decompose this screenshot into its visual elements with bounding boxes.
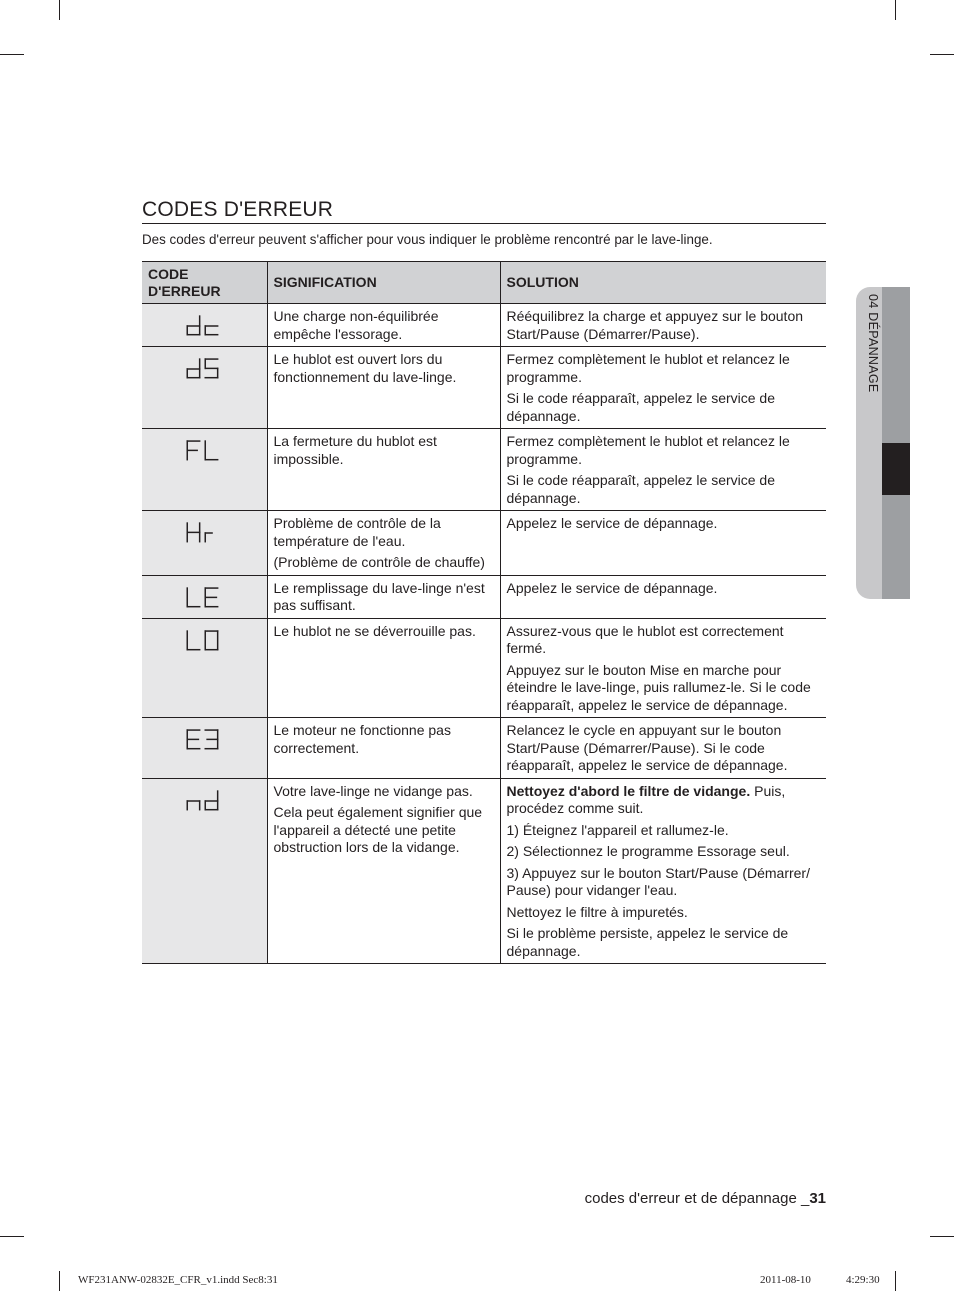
meaning-text: Une charge non-équilibrée empêche l'essorage. [273, 308, 439, 342]
slug-file: WF231ANW-02832E_CFR_v1.indd Sec8:31 [78, 1274, 278, 1286]
solution-text: Fermez complètement le hublot et relancez le programme. [506, 351, 790, 385]
solution-text: Si le problème persiste, appelez le service de dépannage. [506, 925, 789, 959]
meaning-cell [267, 347, 500, 429]
table-row [142, 304, 826, 347]
meaning-text: (Problème de contrôle de chauffe) [273, 554, 485, 570]
slug-time: 4:29:30 [846, 1274, 880, 1286]
header-solution: SOLUTION [500, 262, 826, 304]
solution-cell [500, 304, 826, 347]
solution-cell [500, 347, 826, 429]
solution-text: Assurez-vous que le hublot est correctement fermé. [506, 622, 784, 656]
meaning-text: Le hublot ne se déverrouille pas. [273, 622, 476, 639]
solution-cell [500, 429, 826, 511]
solution-text: Fermez complètement le hublot et relancez le programme. [506, 433, 790, 467]
crop-mark [0, 54, 24, 55]
crop-mark [59, 0, 60, 20]
table-row [142, 429, 826, 511]
error-code-display-icon [186, 783, 222, 819]
error-code-cell [142, 778, 267, 964]
error-code-display-icon [186, 351, 222, 387]
error-code-cell [142, 618, 267, 718]
solution-text: Nettoyez le filtre à impuretés. [506, 903, 688, 920]
meaning-cell [267, 575, 500, 618]
meaning-cell [267, 718, 500, 779]
table-row [142, 618, 826, 718]
crop-mark [0, 1236, 24, 1237]
solution-text: 3) Appuyez sur le bouton Start/Pause (Démarrer/ Pause) pour vidanger l'eau. [506, 864, 810, 898]
crop-mark [895, 0, 896, 20]
error-code-display-icon [186, 580, 222, 616]
meaning-cell [267, 511, 500, 576]
error-code-display-icon [186, 623, 222, 659]
table-header-row [142, 262, 826, 304]
intro-text: Des codes d'erreur peuvent s'afficher pour vous indiquer le problème rencontré par le lave-linge. [142, 232, 713, 247]
solution-text: 2) Sélectionnez le programme Essorage seul. [506, 843, 790, 859]
crop-mark [59, 1271, 60, 1291]
table-row [142, 778, 826, 964]
chapter-tab-marker [882, 443, 910, 495]
meaning-cell [267, 618, 500, 718]
solution-cell [500, 618, 826, 718]
solution-cell [500, 778, 826, 964]
section-title: CODES D'ERREUR [142, 198, 334, 221]
meaning-cell [267, 304, 500, 347]
error-code-cell [142, 347, 267, 429]
page-footer [585, 1190, 826, 1207]
solution-lead-rest: Puis, procédez comme suit. [506, 782, 786, 816]
solution-text: Si le code réapparaît, appelez le service de dépannage. [506, 472, 775, 506]
header-meaning: SIGNIFICATION [267, 262, 500, 304]
solution-text: Appuyez sur le bouton Mise en marche pour éteindre le lave-linge, puis rallumez-le. Si le code réapparaît, appelez le service de dépannage. [506, 661, 811, 713]
solution-cell [500, 575, 826, 618]
solution-cell [500, 718, 826, 779]
crop-mark [895, 1271, 896, 1291]
table-row [142, 347, 826, 429]
header-code: CODE D'ERREUR [142, 262, 267, 304]
error-code-display-icon [186, 433, 222, 469]
meaning-text: Votre lave-linge ne vidange pas. [273, 782, 473, 799]
error-code-display-icon [186, 308, 222, 344]
solution-text: Relancez le cycle en appuyant sur le bouton Start/Pause (Démarrer/Pause). Si le code réapparaît, appelez le service de dépannage. [506, 722, 788, 773]
meaning-cell [267, 429, 500, 511]
crop-mark [930, 1236, 954, 1237]
table-row [142, 511, 826, 576]
meaning-text: Le hublot est ouvert lors du fonctionnement du lave-linge. [273, 351, 457, 385]
table-row [142, 718, 826, 779]
table-row [142, 575, 826, 618]
solution-cell [500, 511, 826, 576]
error-code-cell [142, 429, 267, 511]
meaning-text: Problème de contrôle de la température de l'eau. [273, 515, 441, 549]
solution-lead-bold: Nettoyez d'abord le filtre de vidange. [506, 782, 751, 799]
meaning-text: Cela peut également signifier que l'appareil a détecté une petite obstruction lors de la vidange. [273, 804, 483, 855]
meaning-text: La fermeture du hublot est impossible. [273, 433, 437, 467]
page-number: 31 [809, 1190, 826, 1207]
error-code-cell [142, 575, 267, 618]
error-code-cell [142, 511, 267, 576]
solution-text: Si le code réapparaît, appelez le service de dépannage. [506, 390, 775, 424]
error-code-cell [142, 304, 267, 347]
solution-text: Appelez le service de dépannage. [506, 579, 718, 596]
error-code-cell [142, 718, 267, 779]
title-rule [142, 223, 826, 224]
solution-text: Appelez le service de dépannage. [506, 515, 718, 531]
meaning-text: Le remplissage du lave-linge n'est pas suffisant. [273, 579, 485, 613]
meaning-text: Le moteur ne fonctionne pas correctement. [273, 722, 451, 756]
error-code-display-icon [186, 515, 222, 551]
meaning-cell [267, 778, 500, 964]
solution-lead [507, 783, 821, 818]
chapter-tab-label: 04 DÉPANNAGE [866, 294, 880, 393]
footer-title: codes d'erreur et de dépannage _ [584, 1190, 810, 1207]
error-code-display-icon [186, 722, 222, 758]
solution-text: Rééquilibrez la charge et appuyez sur le bouton Start/Pause (Démarrer/Pause). [506, 308, 804, 342]
error-codes-table [142, 261, 826, 964]
slug-date: 2011-08-10 [760, 1274, 811, 1286]
crop-mark [930, 54, 954, 55]
solution-text: 1) Éteignez l'appareil et rallumez-le. [506, 821, 729, 838]
